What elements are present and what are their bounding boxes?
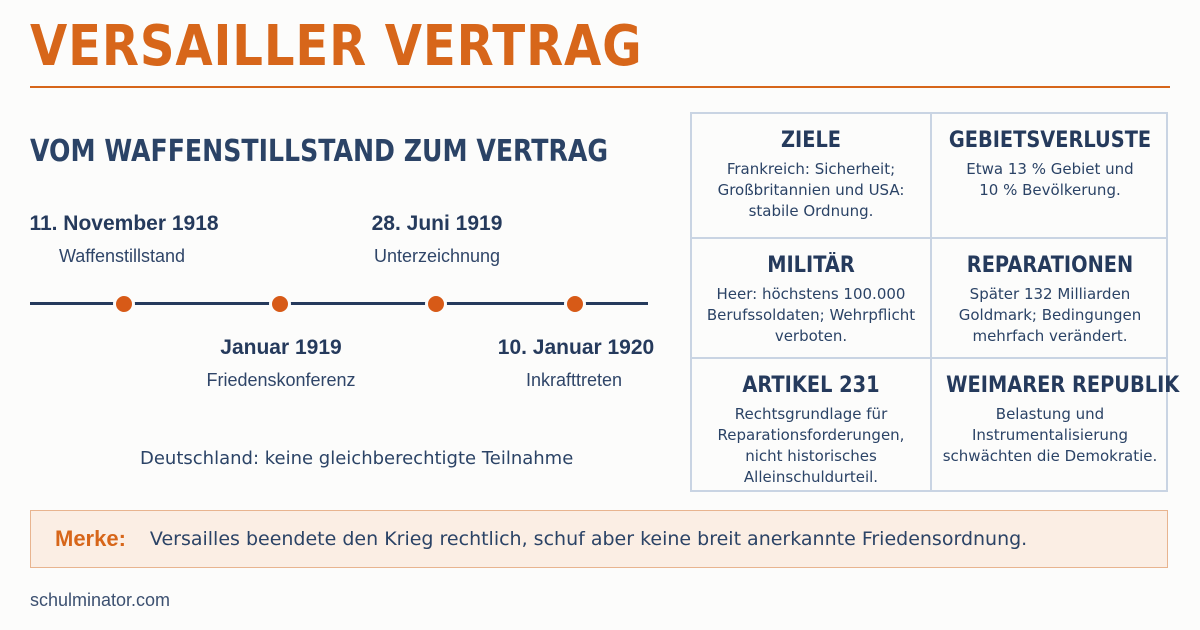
card-article-231 [692,359,932,490]
card-heading: REPARATIONEN [966,253,1134,278]
card-reparations [932,239,1168,359]
facts-grid [690,112,1180,492]
key-takeaway-text: Versailles beendete den Krieg rechtlich, schuf aber keine breit anerkannte Friedensordnung. [149,528,1028,550]
page-title: VERSAILLER VERTRAG [30,14,643,79]
section-title: VOM WAFFENSTILLSTAND ZUM VERTRAG [30,134,609,169]
timeline-label: Friedenskonferenz [206,370,356,390]
participation-note: Deutschland: keine gleichberechtigte Teilnahme [140,448,574,469]
card-heading: WEIMARER REPUBLIK [946,373,1180,398]
timeline-date: 28. Juni 1919 [371,212,503,235]
card-heading: MILITÄR [767,253,855,278]
timeline-marker [564,293,586,315]
card-military [692,239,932,359]
timeline-date: 11. November 1918 [29,212,219,235]
timeline-marker [113,293,135,315]
card-heading: ZIELE [780,128,842,153]
card-weimar-republic [932,359,1180,490]
timeline-marker [269,293,291,315]
card-goals [692,114,932,239]
key-takeaway-label: Merke: [55,526,126,551]
timeline-date: 10. Januar 1920 [497,336,655,359]
timeline-date: Januar 1919 [220,336,342,359]
timeline-label: Unterzeichnung [373,246,501,266]
card-text: Frankreich: Sicherheit; Großbritannien und USA: stabile Ordnung. [717,160,905,220]
card-heading: ARTIKEL 231 [742,373,880,398]
card-text: Später 132 Milliarden Goldmark; Bedingungen mehrfach verändert. [958,285,1142,345]
timeline-label: Waffenstillstand [58,246,186,266]
card-territorial-losses [932,114,1168,239]
timeline-label: Inkrafttreten [525,370,623,390]
card-text: Belastung und Instrumentalisierung schwächten die Demokratie. [942,405,1158,465]
timeline-marker [425,293,447,315]
card-text: Rechtsgrundlage für Reparationsforderungen, nicht historisches Alleinschuldurteil. [717,405,905,486]
footer-site-name: schulminator.com [30,590,171,610]
card-text: Etwa 13 % Gebiet und 10 % Bevölkerung. [966,160,1134,199]
card-text: Heer: höchstens 100.000 Berufssoldaten; Wehrpflicht verboten. [706,285,916,345]
key-takeaway-box [30,510,1168,568]
card-heading: GEBIETSVERLUSTE [948,128,1152,153]
title-divider [30,86,1170,88]
